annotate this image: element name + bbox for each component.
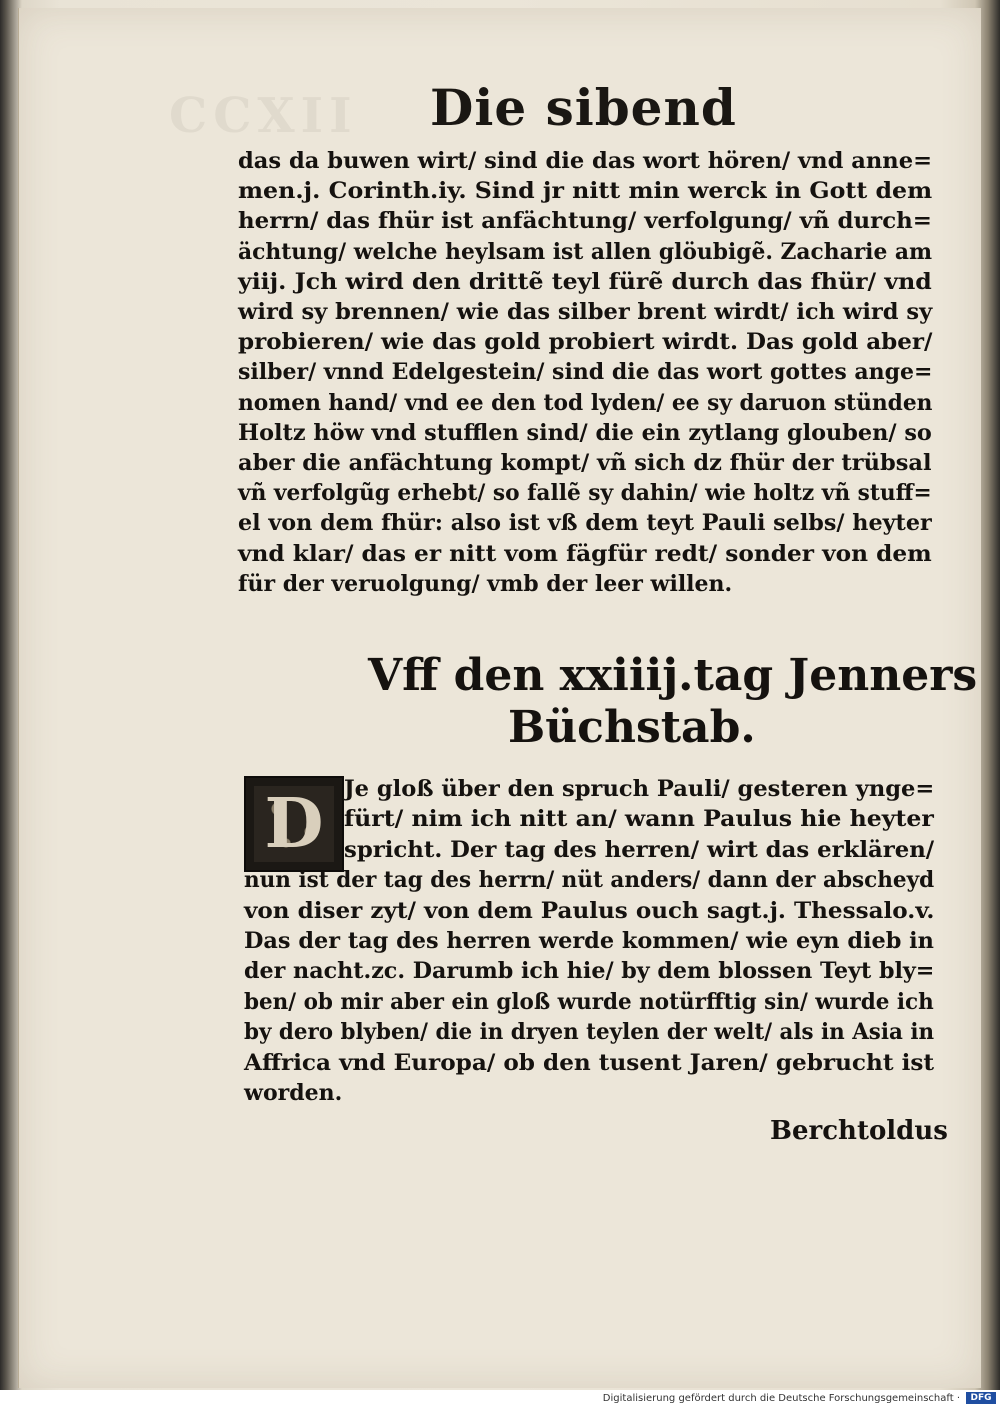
body-line: silber/ vnnd Edelgestein/ sind die das wort gottes ange= xyxy=(238,359,933,386)
catchword: Berchtoldus xyxy=(770,1116,948,1146)
section-line: ben/ ob mir aber ein gloß wurde notürfftig sin/ wurde ich xyxy=(244,988,934,1015)
section-line: Das der tag des herren werde kommen/ wie eyn dieb in xyxy=(244,928,934,954)
section-heading-line-1: Vff den xxiiij.tag Jenners xyxy=(368,650,978,701)
section-line: spricht. Der tag des herren/ wirt das erklären/ xyxy=(344,836,935,863)
body-line: herrn/ das fhür ist anfächtung/ verfolgung/ vñ durch= xyxy=(238,208,932,235)
section-line: Je gloß über den spruch Pauli/ gesteren ynge= xyxy=(344,776,935,802)
body-line: nomen hand/ vnd ee den tod lyden/ ee sy daruon stünden xyxy=(238,389,933,416)
section-line: nun ist der tag des herrn/ nüt anders/ dann der abscheyd xyxy=(244,867,935,894)
body-line: vñ verfolgũg erhebt/ so fallẽ sy dahin/ wie holtz vñ stuff= xyxy=(238,480,932,507)
body-line: Holtz höw vnd stufflen sind/ die ein zytlang glouben/ so xyxy=(238,419,932,446)
section-line: der nacht.zc. Darumb ich hie/ by dem blossen Teyt bly= xyxy=(244,958,935,985)
body-line: das da buwen wirt/ sind die das wort hören/ vnd anne= xyxy=(238,148,933,174)
section-line: von diser zyt/ von dem Paulus ouch sagt.j. Thessalo.v. xyxy=(244,897,935,924)
bleed-through-text: CCXII xyxy=(169,88,358,144)
body-line: für der veruolgung/ vmb der leer willen. xyxy=(238,570,733,597)
body-line: aber die anfächtung kompt/ vñ sich dz fhür der trübsal xyxy=(238,450,932,476)
page-heading: Die sibend xyxy=(430,78,737,137)
body-line: wird sy brennen/ wie das silber brent wirdt/ ich wird sy xyxy=(238,299,933,325)
section-line: Affrica vnd Europa/ ob den tusent Jaren/ gebrucht ist xyxy=(244,1049,935,1076)
decorated-initial xyxy=(244,776,344,872)
dfg-logo: DFG xyxy=(966,1392,996,1404)
section-line: fürt/ nim ich nitt an/ wann Paulus hie heyter xyxy=(344,806,934,833)
body-line: probieren/ wie das gold probiert wirdt. Das gold aber/ xyxy=(238,329,933,356)
body-line: men.j. Corinth.iy. Sind jr nitt min werck in Gott dem xyxy=(238,178,933,205)
body-line: ächtung/ welche heylsam ist allen glöubigẽ. Zacharie am xyxy=(238,238,933,265)
body-line: vnd klar/ das er nitt vom fägfür redt/ sonder von dem xyxy=(238,540,932,567)
section-line: worden. xyxy=(244,1080,343,1106)
section-line: by dero blyben/ die in dryen teylen der welt/ als in Asia in xyxy=(244,1019,935,1046)
body-line: yiij. Jch wird den drittẽ teyl fürẽ durch das fhür/ vnd xyxy=(238,268,932,295)
initial-letter: D xyxy=(254,786,334,862)
body-line: el von dem fhür: also ist vß dem teyt Pauli selbs/ heyter xyxy=(238,510,932,537)
footer-credit: Digitalisierung gefördert durch die Deutsche Forschungsgemeinschaft · xyxy=(602,1393,960,1404)
section-heading-line-2: Büchstab. xyxy=(508,702,756,753)
